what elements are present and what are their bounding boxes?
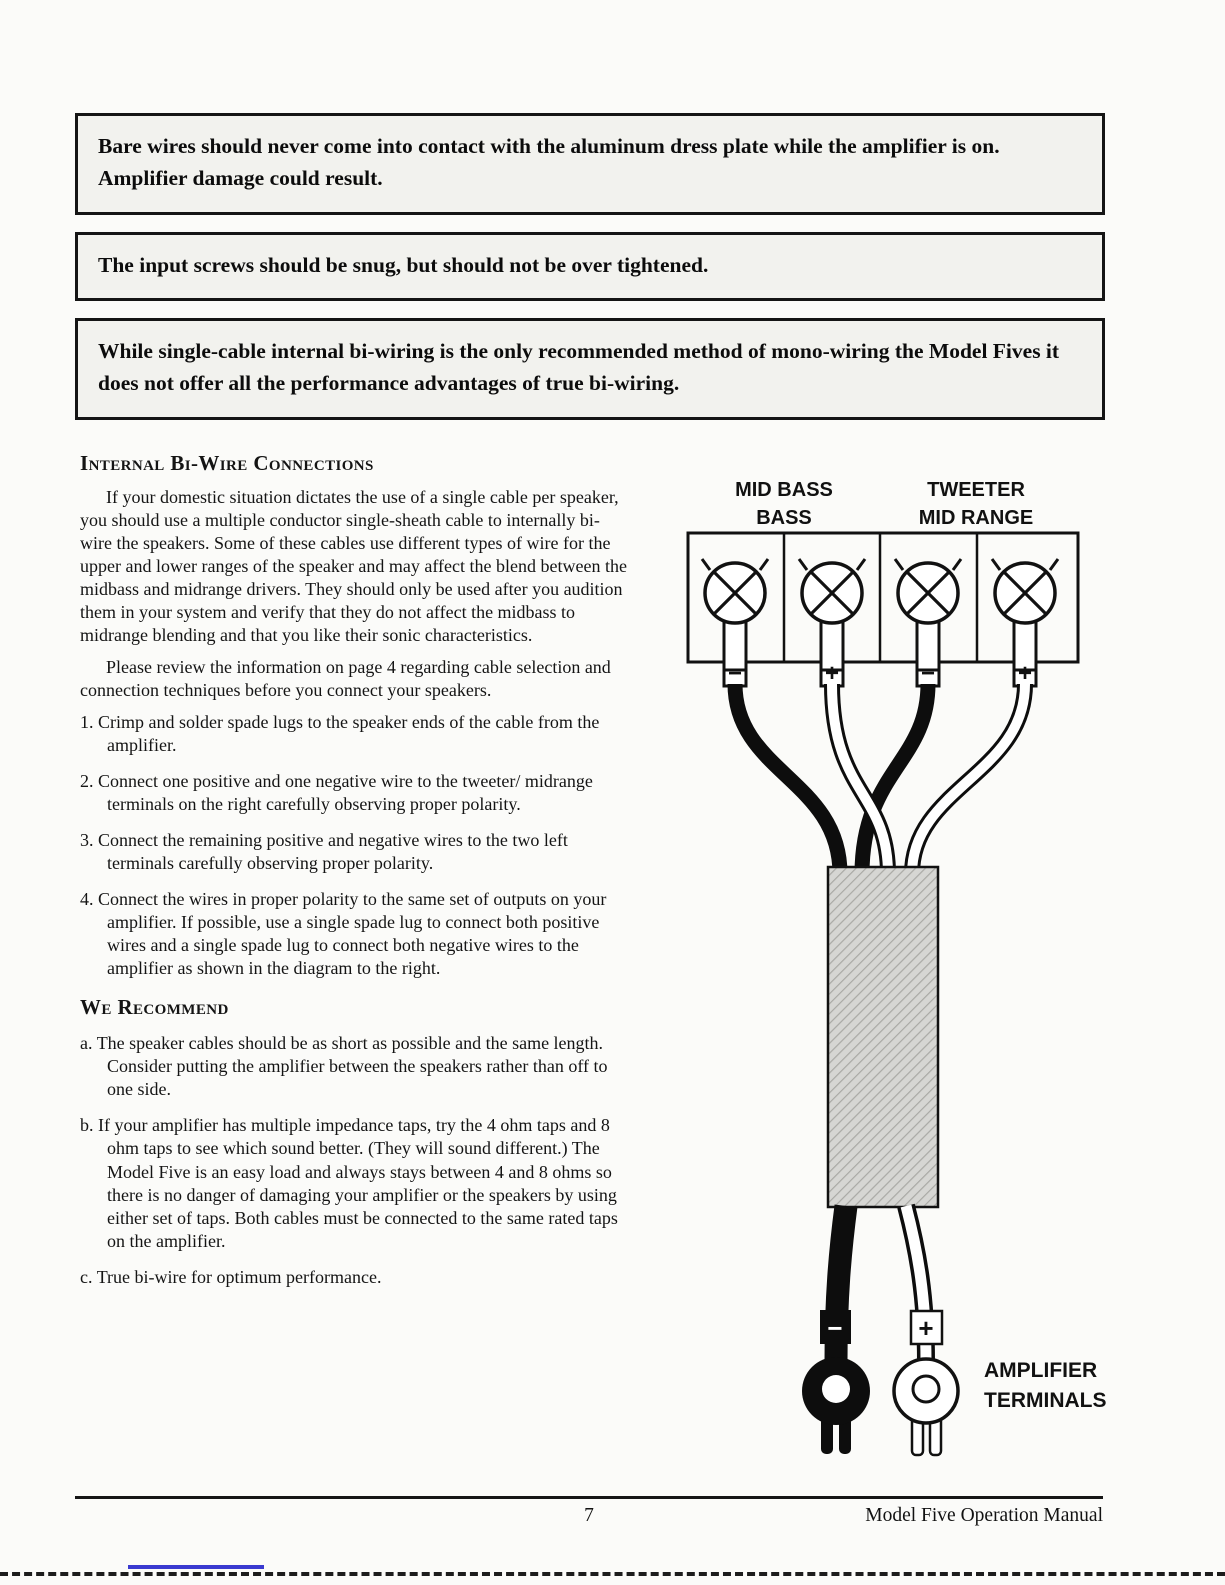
warning-boxes bbox=[75, 113, 1105, 420]
list-text: Crimp and solder spade lugs to the speaker ends of the cable from the amplifier. bbox=[98, 712, 600, 756]
amp-polarity-marks bbox=[820, 1310, 942, 1344]
scan-artifact-blue-line bbox=[128, 1565, 264, 1569]
warning-text: Bare wires should never come into contact with the aluminum dress plate while the amplifier is on. Amplifier damage could result. bbox=[98, 134, 1000, 190]
warning-text: While single-cable internal bi-wiring is the only recommended method of mono-wiring the Model Fives it does not offer all the performance advantages of true bi-wiring. bbox=[98, 339, 1060, 396]
biwire-diagram bbox=[618, 462, 1120, 1474]
biwire-diagram-svg bbox=[618, 462, 1120, 1474]
warning-text: The input screws should be snug, but should not be over tightened. bbox=[98, 252, 709, 277]
warning-input-screws bbox=[75, 232, 1105, 302]
terminal-polarity-marks bbox=[728, 660, 1032, 687]
amp-lug-negative bbox=[802, 1357, 870, 1454]
list-number: c. bbox=[80, 1266, 93, 1287]
polarity-negative: − bbox=[727, 660, 743, 687]
warning-dress-plate bbox=[75, 113, 1105, 215]
list-text: Connect the wires in proper polarity to the same set of outputs on your amplifier. If possible, use a single spade lug to connect both positive wires and a single spade lug to connect both negative wires to the amplifier as shown in the diagram to the right. bbox=[98, 889, 607, 979]
list-text: Connect one positive and one negative wire to the tweeter/ midrange terminals on the right carefully observing proper polarity. bbox=[98, 771, 593, 815]
paragraph: If your domestic situation dictates the use of a single cable per speaker, you should use a multiple conductor single-sheath cable to internally bi-wire the speakers. Some of these cables use different types of wire for the upper and lower ranges of the speaker and may affect the blend between the midbass and midrange drivers. They should only be used after you audition them in your system and verify that they do not affect the midbass to midrange blending and that you like their sonic characteristics. bbox=[80, 486, 627, 646]
body-text-column bbox=[80, 450, 628, 1289]
list-item bbox=[80, 829, 628, 875]
list-number: b. bbox=[80, 1115, 94, 1136]
section-heading-biwire: Internal Bi-Wire Connections bbox=[80, 451, 374, 475]
list-item bbox=[80, 888, 628, 980]
wire-negative-left bbox=[735, 684, 840, 1204]
label-terminals: TERMINALS bbox=[984, 1389, 1107, 1412]
page-number: 7 bbox=[584, 1505, 594, 1526]
polarity-positive: + bbox=[824, 660, 840, 687]
section-heading-recommend: We Recommend bbox=[80, 995, 229, 1020]
list-text: True bi-wire for optimum performance. bbox=[96, 1266, 382, 1287]
list-text: The speaker cables should be as short as possible and the same length. Consider putting the amplifier between the speakers rather than off to one side. bbox=[96, 1033, 608, 1100]
list-item bbox=[80, 711, 628, 757]
list-number: 1. bbox=[80, 712, 94, 733]
list-item bbox=[80, 1266, 628, 1289]
list-text: Connect the remaining positive and negative wires to the two left terminals carefully observing proper polarity. bbox=[98, 830, 568, 874]
list-text: If your amplifier has multiple impedance taps, try the 4 ohm taps and 8 ohm taps to see which sound better. (They will sound different.) The Model Five is an easy load and always stays between 4 and 8 ohms so there is no danger of damaging your amplifier or the speakers by using either set of taps. Both cables must be connected to the same rated taps on the amplifier. bbox=[98, 1115, 618, 1251]
speaker-terminal-block bbox=[688, 533, 1078, 670]
polarity-positive: + bbox=[1017, 660, 1033, 687]
list-number: 2. bbox=[80, 771, 94, 792]
label-mid-bass: MID BASS bbox=[735, 479, 833, 501]
label-amplifier: AMPLIFIER bbox=[984, 1359, 1098, 1382]
list-item bbox=[80, 770, 628, 816]
amp-polarity-positive: + bbox=[918, 1313, 934, 1343]
list-number: 4. bbox=[80, 889, 94, 910]
label-tweeter: TWEETER bbox=[927, 479, 1025, 501]
polarity-negative: − bbox=[920, 660, 936, 687]
label-mid-range: MID RANGE bbox=[918, 507, 1034, 529]
scan-artifact-dashed-line bbox=[0, 1572, 1225, 1576]
label-bass: BASS bbox=[756, 507, 812, 529]
amp-lug-positive bbox=[894, 1359, 958, 1455]
list-number: 3. bbox=[80, 830, 94, 851]
footer-rule bbox=[75, 1496, 1103, 1499]
paragraph: Please review the information on page 4 regarding cable selection and connection techniques before you connect your speakers. bbox=[80, 657, 611, 701]
list-item bbox=[80, 1114, 628, 1252]
amp-polarity-negative: − bbox=[827, 1313, 843, 1343]
warning-single-cable bbox=[75, 318, 1105, 420]
cable-sheath bbox=[828, 867, 938, 1207]
list-item bbox=[80, 1032, 628, 1101]
list-number: a. bbox=[80, 1033, 93, 1054]
manual-title: Model Five Operation Manual bbox=[865, 1505, 1103, 1526]
